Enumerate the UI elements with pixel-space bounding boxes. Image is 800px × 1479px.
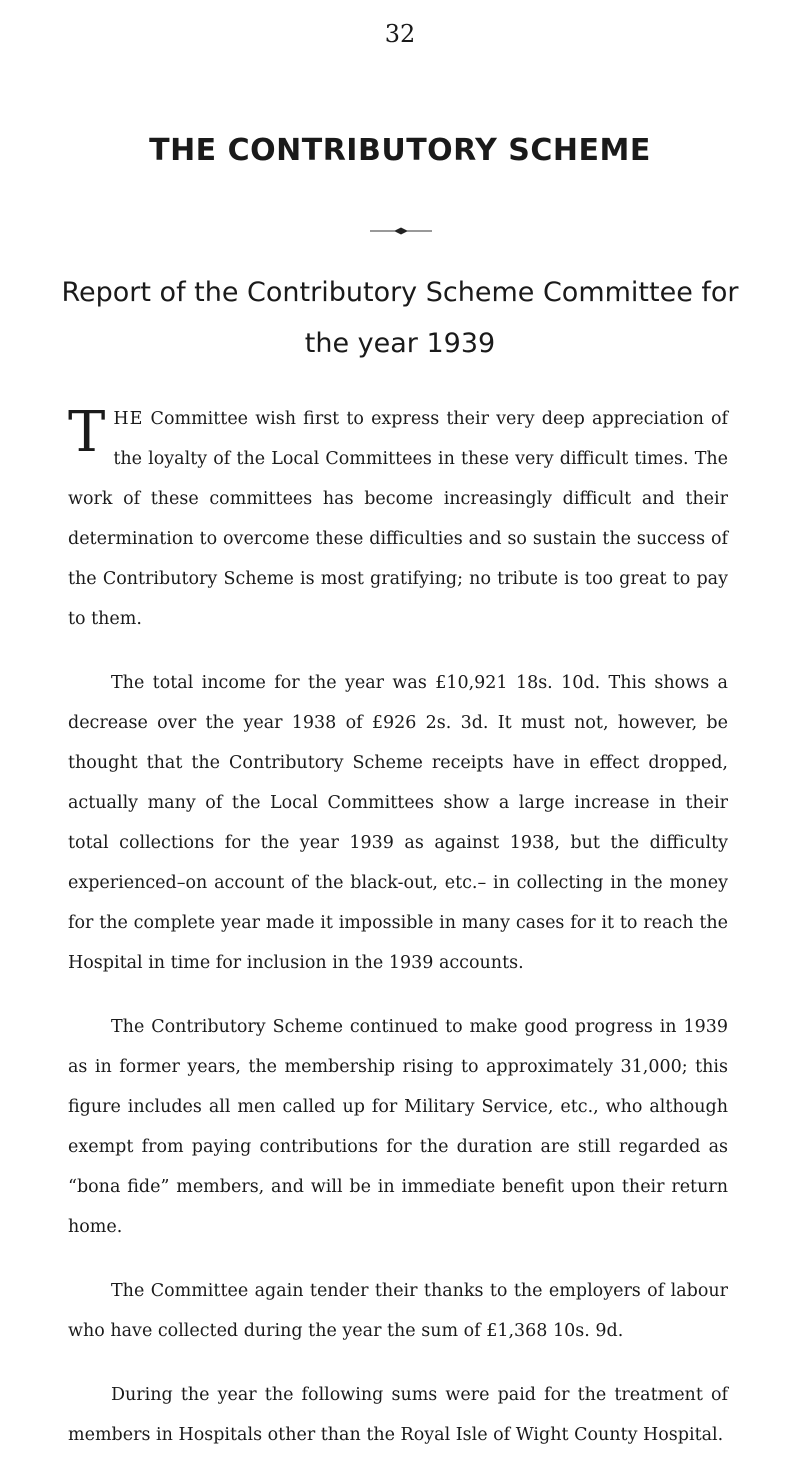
- drop-cap: T: [68, 400, 106, 465]
- paragraph-membership: The Contributory Scheme continued to make good progress in 1939 as in former years, the membership rising to approximately 31,000; this figure includes all men called up for Military Service, etc., who although exempt from paying contributions for the duration are still regarded as “bona fide” members, and will be in immediate benefit upon their return home.: [68, 1017, 728, 1237]
- report-body: [68, 399, 728, 1479]
- main-title: THE CONTRIBUTORY SCHEME: [149, 133, 651, 168]
- report-title-line-2: the year 1939: [304, 328, 496, 359]
- page-number: 32: [384, 20, 416, 48]
- paragraph-other-hospitals: During the year the following sums were paid for the treatment of members in Hospitals other than the Royal Isle of Wight County Hospital.: [68, 1385, 728, 1445]
- report-title: [0, 267, 800, 369]
- paragraph-employers: The Committee again tender their thanks to the employers of labour who have collected during the year the sum of £1,368 10s. 9d.: [68, 1281, 728, 1341]
- paragraph-intro-text: Committee wish first to express their very deep appreciation of the loyalty of the Local Committees in these very difficult times. The work of these committees has become increasingly difficult and their determination to overcome these difficulties and so sustain the success of the Contributory Scheme is most gratifying; no tribute is too great to pay to them.: [68, 409, 728, 629]
- paragraph-income: The total income for the year was £10,921 18s. 10d. This shows a decrease over the year 1938 of £926 2s. 3d. It must not, however, be thought that the Contributory Scheme receipts have in effect dropped, actually many of the Local Committees show a large increase in their total collections for the year 1939 as against 1938, but the difficulty experienced–on account of the black-out, etc.– in collecting in the money for the complete year made it impossible in many cases for it to reach the Hospital in time for inclusion in the 1939 accounts.: [68, 673, 728, 973]
- report-title-line-1: Report of the Contributory Scheme Committee for: [61, 277, 739, 308]
- ornament-divider-icon: [370, 226, 432, 236]
- paragraph-intro: [68, 399, 728, 639]
- lead-caps: HE: [113, 409, 144, 429]
